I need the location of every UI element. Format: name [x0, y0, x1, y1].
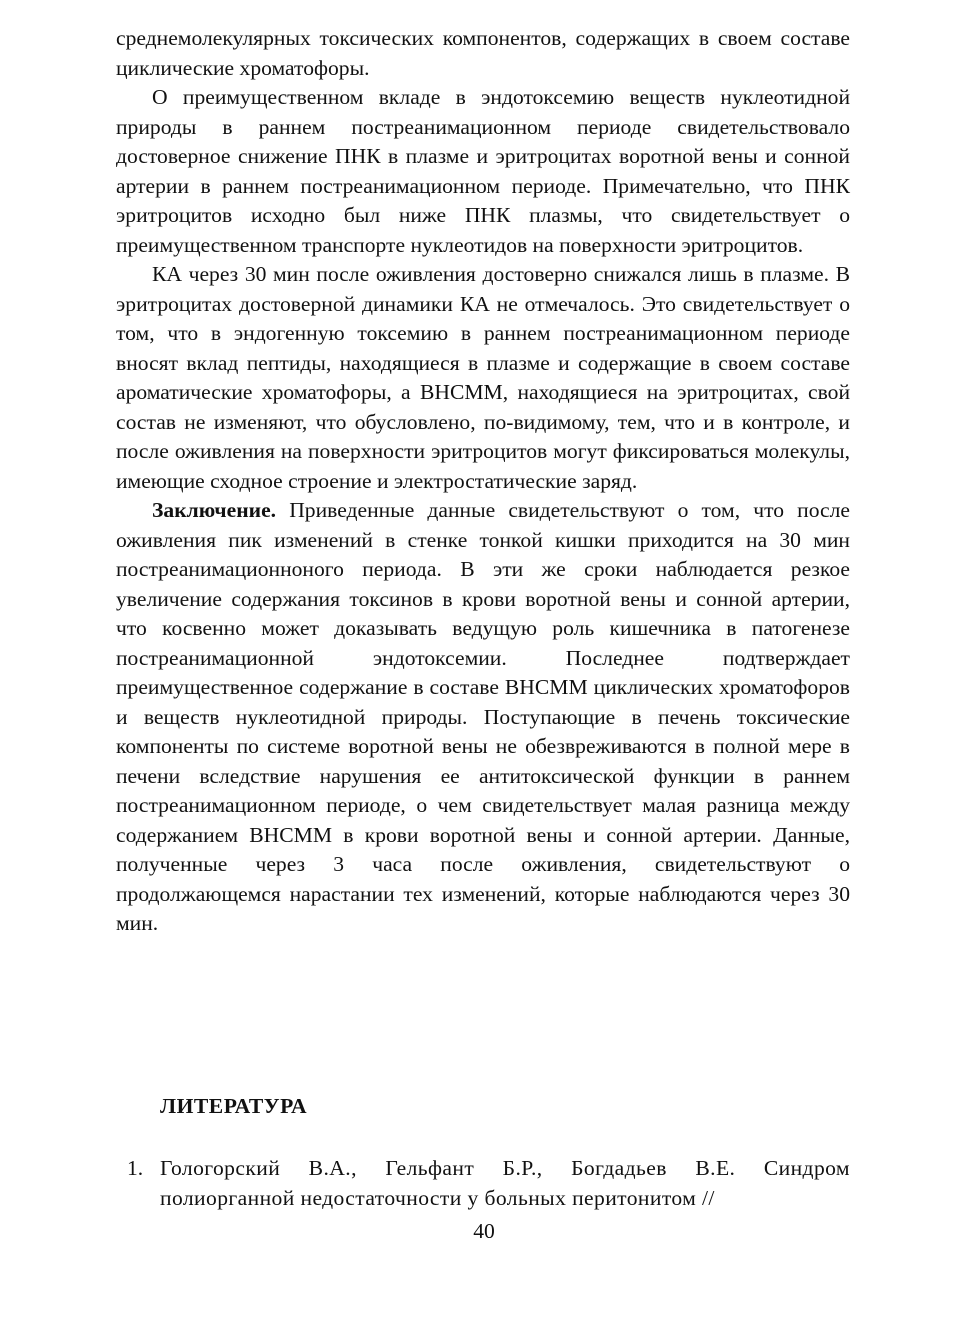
reference-item [127, 1153, 850, 1213]
paragraph-nucleotide: О преимущественном вкладе в эндотоксемию веществ нуклеотидной природы в раннем постреанимационном периоде свидетельствовало достоверное снижение ПНК в плазме и эритроцитах воротной вены и сонной артерии в раннем постреанимационном периоде. Примечательно, что ПНК эритроцитов исходно был ниже ПНК плазмы, что свидетельствует о преимущественном транспорте нуклеотидов на поверхности эритроцитов. [116, 85, 850, 257]
paragraph-conclusion [116, 496, 850, 939]
reference-text: Гологорский В.А., Гельфант Б.Р., Богдадьев В.Е. Синдром полиорганной недостаточности у больных перитонитом // [160, 1156, 850, 1210]
references-heading: ЛИТЕРАТУРА [160, 1094, 308, 1118]
conclusion-lead: Заключение. [152, 498, 277, 522]
reference-number: 1. [127, 1156, 144, 1180]
conclusion-body: Приведенные данные свидетельствуют о том, что после оживления пик изменений в стенке тонкой кишки приходится на 30 мин постреанимационноного периода. В эти же сроки наблюдается резкое увеличение содержания токсинов в крови воротной вены и сонной артерии, что косвенно может доказывать ведущую роль кишечника в патогенезе постреанимационной эндотоксемии. Последнее подтверждает преимущественное содержание в составе ВНСММ циклических хроматофоров и веществ нуклеотидной природы. Поступающие в печень токсические компоненты по системе воротной вены не обезвреживаются в полной мере в печени вследствие нарушения ее антитоксической функции в раннем постреанимационном периоде, о чем свидетельствует малая разница между содержанием ВНСММ в крови воротной вены и сонной артерии. Данные, полученные через 3 часа после оживления, свидетельствуют о продолжающемся нарастании тех изменений, которые наблюдаются через 30 мин. [116, 498, 850, 935]
paragraph-continuation: среднемолекулярных токсических компонентов, содержащих в своем составе циклические хроматофоры. [116, 26, 850, 80]
body-text [116, 24, 850, 939]
paragraph-ka: КА через 30 мин после оживления достоверно снижался лишь в плазме. В эритроцитах достоверной динамики КА не отмечалось. Это свидетельствует о том, что в эндогенную токсемию в раннем постреанимационном периоде вносят вклад пептиды, находящиеся в плазме и содержащие в своем составе ароматические хроматофоры, а ВНСММ, находящиеся на эритроцитах, свой состав не изменяют, что обусловлено, по-видимому, тем, что и в контроле, и после оживления на поверхности эритроцитов могут фиксироваться молекулы, имеющие сходное строение и электростатические заряд. [116, 262, 850, 493]
page-number: 40 [473, 1219, 495, 1243]
reference-list [127, 1153, 850, 1213]
